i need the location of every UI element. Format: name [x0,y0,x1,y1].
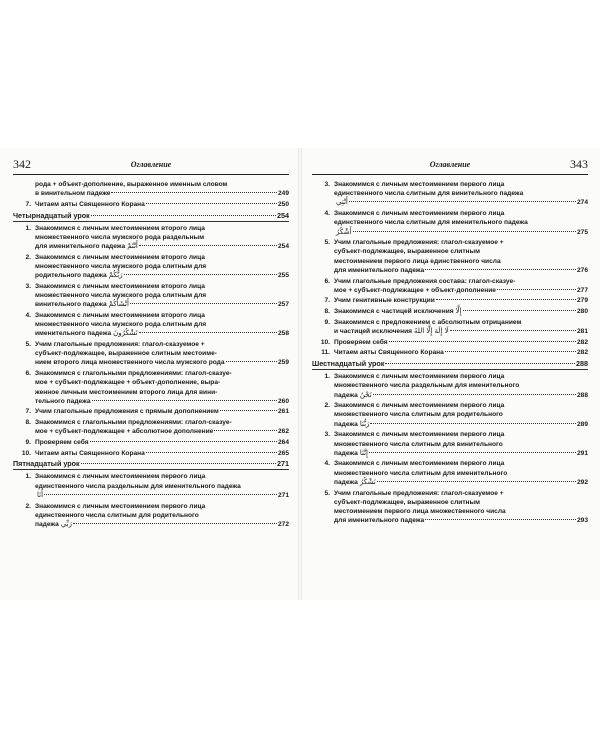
entry-line: субъект-подлежащее, выраженное слитным [334,248,481,256]
entry-body [334,209,588,237]
page-ref: 281 [576,328,588,336]
entry-number: 9. [324,318,330,326]
entry-line: Знакомимся с личным местоимением первого лица [334,402,505,410]
dot-leader [425,519,576,520]
entry-line: местоимением первого лица множественного числа [334,508,506,515]
page-ref: 249 [277,190,289,198]
left-page-number: 342 [13,157,31,171]
entry-body [35,407,289,416]
entry-number: 4. [25,311,31,319]
entry-line: единственного числа слитным для именительного падежа [334,219,528,227]
page-ref: 272 [277,521,289,528]
entry-body [35,253,289,281]
page-ref: 288 [576,391,588,399]
entry-line: единственного числа слитным для родительного [35,511,199,519]
dot-leader [111,192,277,193]
entry-number: 2. [25,502,31,510]
toc-entry [312,209,588,237]
entry-line: множественного числа слитным для именительного [334,469,508,477]
entry-line: субъект-подлежащее, выраженное слитным местоиме- [35,350,217,358]
entry-line: падежа [334,478,358,486]
toc-entry [312,430,588,458]
page-ref: 293 [576,517,588,525]
dot-leader [353,231,576,232]
entry-number: 7. [25,200,31,208]
dot-leader [146,203,277,204]
entry-line: мое + субъект-подлежащее + объект-дополнение, выра- [35,379,221,387]
page-ref: 264 [277,439,289,447]
entry-line: Учим глагольные предложения: глагол-сказуемое + [334,239,504,247]
entry-line: Знакомимся с глагольными предложениями: глагол-сказуе- [35,370,232,378]
toc-entry [312,180,588,208]
page-ref: 292 [576,478,588,486]
entry-body [334,296,588,305]
entry-last-line [334,296,588,305]
lesson-title: Пятнадцатый урок [13,459,80,469]
entry-number: 7. [324,297,330,305]
toc-entry [13,369,289,406]
entry-last-line [334,348,588,357]
dot-leader [445,351,576,352]
toc-entry [312,459,588,487]
entry-last-line [334,516,588,525]
arabic-term: نَشْكُرُ [359,477,376,486]
entry-line: Учим генитивные конструкции [334,297,435,305]
entry-body [35,282,289,310]
entry-line: Знакомимся с предложением с абсолютным отрицанием [334,318,522,326]
entry-last-line [334,327,588,336]
page-ref: 271 [277,459,289,469]
dot-leader [369,452,576,453]
dot-leader [146,452,277,453]
entry-line: падежа [334,420,358,428]
entry-line: Проверяем себя [334,338,388,346]
page-ref: 255 [277,272,289,280]
entry-line: винительного падежа [35,301,107,309]
entry-last-line [35,200,289,209]
arabic-term: رَبُّكُمْ [108,271,123,280]
entry-line: единственного числа слитным для винительного падежа [334,190,524,198]
entry-line: Знакомимся с личным местоимением второго лица [35,311,205,319]
entry-body [35,200,289,209]
dot-leader [377,481,576,482]
arabic-term: إِلَّا [455,307,462,316]
entry-body [334,238,588,275]
entry-number: 5. [324,239,330,247]
entry-body [35,502,289,530]
page-ref: 275 [576,228,588,236]
arabic-term: رَبُّنَا [359,419,370,428]
page-ref: 291 [576,449,588,457]
entry-body [35,418,289,436]
entry-line: единственного числа раздельным для именительного падежа [35,482,241,490]
dot-leader [130,303,277,304]
toc-entry [13,502,289,530]
dot-leader [450,330,576,331]
entry-body [35,224,289,252]
entry-line: множественного числа слитным для винительного [334,440,503,448]
entry-body [35,438,289,447]
entry-last-line [35,358,289,367]
right-page-number: 343 [570,157,588,171]
entry-number: 10. [320,338,330,346]
page-ref: 288 [576,359,588,369]
entry-line: Учим глагольные предложения с прямым дополнением [35,408,219,416]
toc-entry [13,438,289,447]
entry-line: именительного падежа [35,330,112,338]
entry-last-line [334,307,588,316]
arabic-term: أَشْكُرُ [336,227,352,236]
toc-entry [13,407,289,416]
arabic-term: لَا إِلَهَ إِلَّا اللهُ [414,327,449,336]
toc-entry [312,348,588,357]
entry-line: Проверяем себя [35,439,89,447]
entry-number: 2. [25,253,31,261]
entry-number: 5. [324,489,330,497]
entry-line: местоимением первого лица единственного числа [334,257,501,265]
page-ref: 280 [576,308,588,316]
entry-line: родительного падежа [35,272,107,280]
entry-number: 7. [25,408,31,416]
entry-line: Читаем аяты Священного Корана [334,349,444,357]
entry-last-line [334,420,588,429]
entry-number: 5. [25,341,31,349]
entry-line: рода + объект-дополнение, выраженное именным словом [35,181,228,188]
entry-line: и частицей исключения [334,328,412,336]
entry-body [334,348,588,357]
entry-body [334,307,588,316]
dot-leader [214,430,277,431]
entry-body [334,180,588,208]
page-ref: 262 [277,428,289,436]
dot-leader [73,523,277,524]
toc-entry [13,340,289,368]
page-ref: 260 [277,397,289,405]
entry-line: падежа [334,391,358,399]
dot-leader [463,310,576,311]
entry-line: падежа [334,449,358,457]
entry-number: 1. [25,473,31,481]
entry-line: падежа [35,521,59,528]
entry-line: Учим глагольные предложения: глагол-сказуемое + [35,341,205,349]
entry-line: для именительного падежа [35,243,126,251]
page-ref: 271 [277,491,289,499]
entry-line: Знакомимся с личным местоимением первого лица [334,210,505,218]
entry-number: 1. [324,373,330,381]
left-page-title: Оглавление [130,160,172,169]
entry-last-line [35,397,289,406]
left-toc-list [13,180,289,529]
entry-line: множественного числа раздельным для именительного [334,382,520,390]
entry-last-line [334,478,588,487]
entry-body [334,277,588,295]
entry-last-line [35,407,289,416]
entry-last-line [35,300,289,309]
entry-line: Знакомимся с личным местоимением первого лица [334,460,505,468]
dot-leader [81,463,276,464]
toc-entry [312,318,588,336]
entry-last-line [35,438,289,447]
entry-line: в винительном падеже [35,190,111,198]
dot-leader [436,299,576,300]
entry-body [35,311,289,339]
entry-body [35,472,289,500]
arabic-term: أَنْتُمْ [127,242,138,251]
entry-body [334,338,588,347]
toc-entry [312,489,588,526]
toc-entry [13,418,289,436]
right-page-header [312,157,588,175]
entry-line: Знакомимся с личным местоимением первого лица [334,373,505,381]
entry-line: мое + субъект-подлежащее + объект-дополнение [334,286,496,294]
entry-line: Знакомимся с личным местоимением первого лица [35,473,206,481]
entry-line: множественного числа мужского рода слитным для [35,292,207,300]
entry-number: 6. [324,277,330,285]
entry-number: 2. [324,402,330,410]
entry-line: мое + субъект-подлежащее + абсолютное дополнение [35,428,214,436]
page-ref: 279 [576,297,588,305]
toc-entry [13,282,289,310]
entry-number: 1. [25,224,31,232]
book-gutter [298,148,302,600]
toc-entry [13,224,289,252]
right-toc-list [312,180,588,525]
arabic-term: أَنْشَأَكُمْ [108,300,129,309]
entry-line: Знакомимся с личным местоимением второго лица [35,282,205,290]
toc-entry [312,307,588,316]
toc-entry [13,311,289,339]
lesson-heading [312,359,588,370]
entry-number: 3. [324,181,330,188]
entry-number: 3. [25,282,31,290]
page-ref: 257 [277,301,289,309]
entry-line: Знакомимся с личным местоимением первого лица [35,502,206,510]
dot-leader [92,400,277,401]
entry-line: Учим глагольные предложения: глагол-сказуемое + [334,489,504,497]
arabic-term: تَشْكُرُونَ [113,329,138,338]
entry-last-line [334,228,588,237]
toc-entry [312,296,588,305]
entry-last-line [35,242,289,251]
entry-line: множественного числа мужского рода раздельным [35,233,205,241]
entry-line: нием второго лица множественного числа мужского рода [35,359,225,367]
dot-leader [389,341,576,342]
dot-leader [425,269,576,270]
entry-line: для именительного падежа [334,266,425,274]
entry-last-line [35,491,289,500]
page-ref: 261 [277,408,289,416]
entry-last-line [334,198,588,207]
page-ref: 258 [277,330,289,338]
lesson-heading [13,459,289,470]
toc-entry [312,238,588,275]
dot-leader [226,361,277,362]
dot-leader [385,363,575,364]
lesson-heading [13,211,289,222]
entry-number: 11. [321,349,330,357]
dot-leader [373,394,576,395]
entry-last-line [35,449,289,458]
arabic-term: إِنَّنَا [359,448,368,457]
arabic-term: رَبِّي [60,520,73,528]
entry-last-line [334,266,588,275]
arabic-term: أَنَا [37,490,44,499]
entry-body [334,318,588,336]
entry-body [35,369,289,406]
entry-number: 9. [25,439,31,447]
entry-line: множественного числа слитным для родительного [334,411,503,419]
entry-line: Знакомимся с личным местоимением первого лица [334,181,505,188]
toc-entry [13,180,289,198]
page-ref: 265 [277,449,289,457]
entry-body [334,372,588,400]
toc-entry [312,401,588,429]
entry-line: Знакомимся с личным местоимением первого лица [334,431,505,439]
toc-entry [312,338,588,347]
entry-line: женное личным местоимением второго лица для вини- [35,388,218,396]
entry-last-line [334,449,588,458]
entry-line: субъект-подлежащее, выраженное слитным [334,498,481,506]
entry-body [334,489,588,526]
dot-leader [349,201,576,202]
page-ref: 259 [277,359,289,367]
right-page [312,157,588,527]
entry-number: 10. [21,449,31,457]
entry-line: Читаем аяты Священного Корана [35,200,145,208]
page-ref: 276 [576,266,588,274]
entry-line: Знакомимся с частицей исключения [334,308,454,316]
entry-line: Знакомимся с глагольными предложениями: глагол-сказуе- [35,419,232,427]
left-page [13,157,289,531]
entry-number: 8. [25,419,31,427]
toc-entry [13,449,289,458]
toc-entry [13,253,289,281]
lesson-title: Четырнадцатый урок [13,210,90,220]
entry-line: множественного числа мужского рода слитным для [35,262,207,270]
entry-line: Знакомимся с личным местоимением второго лица [35,224,205,232]
dot-leader [91,215,276,216]
entry-number: 4. [324,460,330,468]
arabic-term: أَنْتِي [336,198,348,207]
dot-leader [220,410,277,411]
entry-line: Читаем аяты Священного Корана [35,449,145,457]
page-ref: 254 [277,210,289,220]
entry-line: множественного числа мужского рода слитным для [35,321,207,329]
page-ref: 254 [277,243,289,251]
entry-line: Учим глагольные предложения состава: глагол-сказуе- [334,277,516,285]
page-ref: 277 [576,286,588,294]
entry-body [35,340,289,368]
page-ref: 250 [277,200,289,208]
entry-number: 3. [324,431,330,439]
entry-number: 6. [25,370,31,378]
dot-leader [497,289,576,290]
entry-number: 4. [324,210,330,218]
toc-entry [312,372,588,400]
dot-leader [124,274,277,275]
toc-entry [13,200,289,209]
entry-last-line [35,520,289,529]
entry-last-line [35,189,289,198]
page-ref: 289 [576,420,588,428]
entry-line: Знакомимся с личным местоимением второго лица [35,253,205,261]
entry-last-line [35,271,289,280]
dot-leader [139,245,277,246]
entry-body [334,430,588,458]
entry-line: для именительного падежа [334,517,425,525]
entry-last-line [334,286,588,295]
entry-line: тельного падежа [35,397,91,405]
toc-entry [13,472,289,500]
entry-body [334,401,588,429]
entry-last-line [35,427,289,436]
entry-body [35,180,289,198]
dot-leader [90,441,277,442]
arabic-term: نَحْنُ [359,390,372,399]
entry-body [334,459,588,487]
entry-last-line [35,329,289,338]
page-ref: 282 [576,338,588,346]
right-page-title: Оглавление [429,160,471,169]
entry-number: 8. [324,308,330,316]
lesson-title: Шестнадцатый урок [312,359,385,369]
left-page-header [13,157,289,175]
entry-body [35,449,289,458]
page-ref: 274 [576,199,588,207]
page-ref: 282 [576,349,588,357]
dot-leader [139,332,277,333]
dot-leader [370,423,576,424]
toc-entry [312,277,588,295]
dot-leader [44,494,277,495]
entry-last-line [334,338,588,347]
entry-last-line [334,391,588,400]
